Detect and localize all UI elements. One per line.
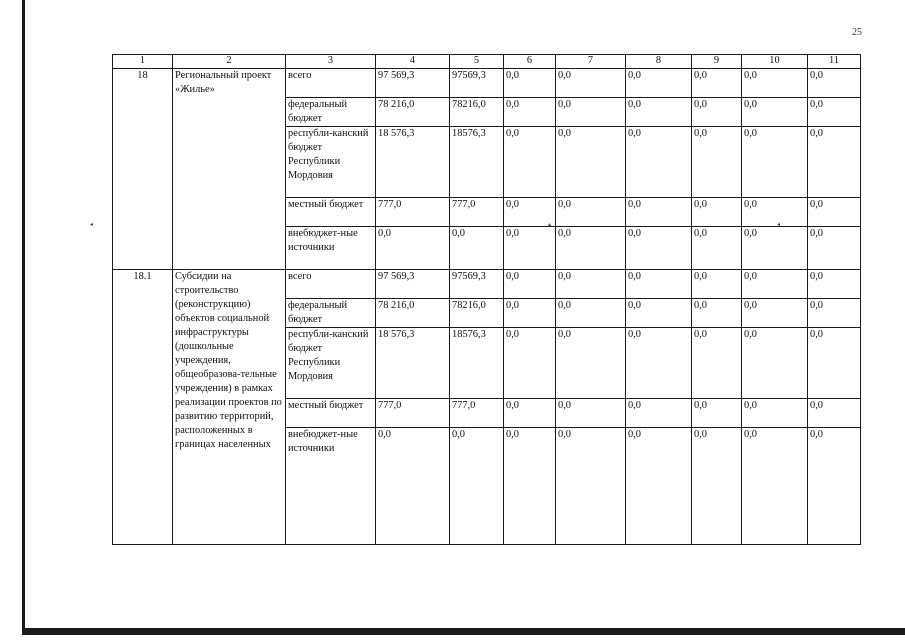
amount-cell: 0,0 [504,127,556,198]
scan-speck: ◂ [90,222,94,228]
amount-cell: 0,0 [556,227,626,270]
amount-cell: 0,0 [556,399,626,428]
amount-cell: 97 569,3 [376,69,450,98]
amount-cell: 0,0 [504,227,556,270]
amount-cell: 18 576,3 [376,328,450,399]
amount-cell: 0,0 [626,227,692,270]
amount-cell: 0,0 [504,98,556,127]
amount-cell: 0,0 [692,270,742,299]
amount-cell: 0,0 [504,69,556,98]
amount-cell: 0,0 [742,270,808,299]
amount-cell: 0,0 [808,227,861,270]
amount-cell: 0,0 [692,69,742,98]
amount-cell: 0,0 [556,98,626,127]
amount-cell: 0,0 [626,198,692,227]
amount-cell: 0,0 [742,127,808,198]
amount-cell: 78 216,0 [376,98,450,127]
amount-cell: 0,0 [808,428,861,545]
amount-cell: 78 216,0 [376,299,450,328]
amount-cell: 0,0 [742,198,808,227]
funding-source: республи-канский бюджет Республики Мордовия [286,328,376,399]
amount-cell: 0,0 [556,299,626,328]
amount-cell: 0,0 [742,399,808,428]
amount-cell: 0,0 [504,328,556,399]
amount-cell: 0,0 [808,69,861,98]
amount-cell: 0,0 [450,227,504,270]
amount-cell: 0,0 [692,328,742,399]
amount-cell: 0,0 [742,69,808,98]
amount-cell: 0,0 [742,227,808,270]
amount-cell: 0,0 [556,270,626,299]
amount-cell: 777,0 [450,198,504,227]
amount-cell: 0,0 [626,399,692,428]
amount-cell: 78216,0 [450,98,504,127]
amount-cell: 0,0 [556,69,626,98]
amount-cell: 0,0 [556,428,626,545]
amount-cell: 0,0 [808,98,861,127]
amount-cell: 0,0 [376,428,450,545]
amount-cell: 0,0 [504,299,556,328]
column-header: 11 [808,55,861,69]
amount-cell: 0,0 [808,399,861,428]
item-number: 18 [113,69,173,270]
amount-cell: 18576,3 [450,127,504,198]
amount-cell: 0,0 [504,198,556,227]
amount-cell: 0,0 [808,127,861,198]
amount-cell: 0,0 [376,227,450,270]
item-name: Субсидии на строительство (реконструкцию) объектов социальной инфраструктуры (дошкольные учреждения, общеобразова-тельные учреждения) в рамках реализации проектов по развитию территорий, расположенных в границах населенных [173,270,286,545]
amount-cell: 0,0 [556,127,626,198]
amount-cell: 0,0 [626,428,692,545]
funding-source: внебюджет-ные источники [286,227,376,270]
column-header: 4 [376,55,450,69]
column-header: 10 [742,55,808,69]
column-header: 8 [626,55,692,69]
amount-cell: 0,0 [556,198,626,227]
amount-cell: 0,0 [692,299,742,328]
amount-cell: 0,0 [504,270,556,299]
amount-cell: 0,0 [808,299,861,328]
column-header: 7 [556,55,626,69]
funding-source: федеральный бюджет [286,98,376,127]
column-header: 5 [450,55,504,69]
amount-cell: 777,0 [376,198,450,227]
table-body [113,69,861,545]
table-row [113,270,861,299]
amount-cell: 0,0 [450,428,504,545]
item-number: 18.1 [113,270,173,545]
column-header: 6 [504,55,556,69]
column-header: 9 [692,55,742,69]
amount-cell: 18576,3 [450,328,504,399]
amount-cell: 0,0 [626,127,692,198]
amount-cell: 78216,0 [450,299,504,328]
amount-cell: 0,0 [626,299,692,328]
amount-cell: 0,0 [626,98,692,127]
amount-cell: 0,0 [808,270,861,299]
amount-cell: 0,0 [742,98,808,127]
amount-cell: 777,0 [376,399,450,428]
amount-cell: 0,0 [556,328,626,399]
amount-cell: 97569,3 [450,270,504,299]
amount-cell: 777,0 [450,399,504,428]
amount-cell: 0,0 [692,198,742,227]
page-number: 25 [852,27,862,38]
column-header: 3 [286,55,376,69]
item-name: Региональный проект «Жилье» [173,69,286,270]
amount-cell: 18 576,3 [376,127,450,198]
amount-cell: 0,0 [742,428,808,545]
amount-cell: 0,0 [692,98,742,127]
amount-cell: 97569,3 [450,69,504,98]
budget-table [112,54,861,545]
amount-cell: 0,0 [692,428,742,545]
amount-cell: 0,0 [504,399,556,428]
amount-cell: 0,0 [504,428,556,545]
amount-cell: 0,0 [692,399,742,428]
amount-cell: 0,0 [742,328,808,399]
funding-source: республи-канский бюджет Республики Мордовия [286,127,376,198]
column-header: 2 [173,55,286,69]
column-header: 1 [113,55,173,69]
amount-cell: 0,0 [692,127,742,198]
scan-speck: ◂ [777,222,781,228]
table-row [113,69,861,98]
funding-source: местный бюджет [286,399,376,428]
amount-cell: 0,0 [808,198,861,227]
amount-cell: 0,0 [626,328,692,399]
funding-source: федеральный бюджет [286,299,376,328]
funding-source: внебюджет-ные источники [286,428,376,545]
scan-bottom-edge [22,628,905,635]
column-number-row [113,55,861,69]
amount-cell: 0,0 [692,227,742,270]
amount-cell: 0,0 [626,69,692,98]
amount-cell: 0,0 [808,328,861,399]
funding-source: всего [286,270,376,299]
funding-source: всего [286,69,376,98]
amount-cell: 0,0 [742,299,808,328]
scan-speck: ▴ [548,222,552,228]
amount-cell: 0,0 [626,270,692,299]
scan-left-edge [22,0,25,632]
amount-cell: 97 569,3 [376,270,450,299]
funding-source: местный бюджет [286,198,376,227]
